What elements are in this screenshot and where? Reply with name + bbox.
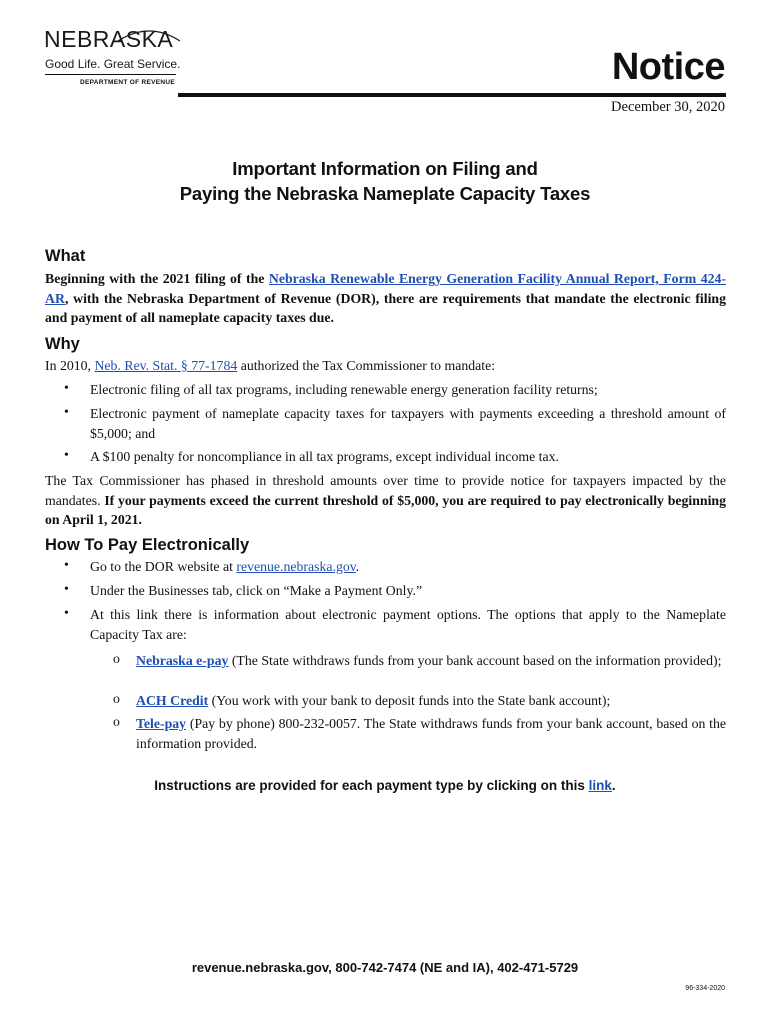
why-bullet-2: Electronic payment of nameplate capacity taxes for taxpayers with payments exceeding a threshold amount of $5,000; and [90,406,726,441]
header-rule [178,93,726,97]
notice-label: Notice [611,46,725,88]
form-424ar-link[interactable]: Nebraska Renewable Energy Generation Facility Annual Report, Form 424-AR [45,271,726,306]
logo-tagline: Good Life. Great Service. [45,57,181,71]
title-line-2: Paying the Nebraska Nameplate Capacity Taxes [179,183,591,204]
how-bullet-2: Under the Businesses tab, click on “Make a Payment Only.” [90,583,423,598]
tele-pay-link[interactable]: Tele-pay [136,716,187,731]
title-line-1: Important Information on Filing and [232,158,538,179]
logo-wordmark: NEBRASKA [44,26,174,52]
why-closing: The Tax Commissioner has phased in threshold amounts over time to provide notice for taxpayers impacted by the mandates. If your payments exceed the current threshold of $5,000, you are required to pay electronically beginning on April 1, 2021. [45,473,726,527]
footer-contact: revenue.nebraska.gov, 800-742-7474 (NE and IA), 402-471-5729 [191,960,579,975]
bullet-marker: • [64,557,69,572]
bullet-marker: • [64,605,69,620]
option-ach: ACH Credit (You work with your bank to deposit funds into the State bank account); [136,693,611,708]
option-epay: Nebraska e-pay (The State withdraws funds from your bank account based on the information provided); [136,653,722,668]
instructions-link[interactable]: link [588,778,612,793]
bullet-marker: • [64,380,69,395]
why-bullet-3: A $100 penalty for noncompliance in all tax programs, except individual income tax. [90,449,559,464]
dor-website-link[interactable]: revenue.nebraska.gov [236,559,356,574]
sub-bullet-marker: o [113,651,120,666]
why-bullet-1: Electronic filing of all tax programs, including renewable energy generation facility returns; [90,382,598,397]
sub-bullet-marker: o [113,714,120,729]
logo-arc-icon [116,25,182,45]
instructions-line: Instructions are provided for each payment type by clicking on this link. [154,778,616,793]
logo-department: DEPARTMENT OF REVENUE [80,79,176,86]
notice-date: December 30, 2020 [611,99,725,115]
ach-credit-link[interactable]: ACH Credit [136,693,209,708]
how-bullet-1: Go to the DOR website at revenue.nebraska.gov. [90,559,360,574]
page-title [0,156,770,206]
how-bullet-3: At this link there is information about electronic payment options. The options that apply to the Nameplate Capacity Tax are: [90,607,726,642]
what-paragraph: Beginning with the 2021 filing of the Nebraska Renewable Energy Generation Facility Annual Report, Form 424-AR, with the Nebraska Department of Revenue (DOR), there are requirements that mandate the electronic filing and payment of all nameplate capacity taxes due. [45,271,726,325]
option-telepay: Tele-pay (Pay by phone) 800-232-0057. The State withdraws funds from your bank account, based on the information provided. [136,716,726,751]
bullet-marker: • [64,447,69,462]
sub-bullet-marker: o [113,691,120,706]
statute-link[interactable]: Neb. Rev. Stat. § 77-1784 [94,358,238,373]
how-heading: How To Pay Electronically [45,536,250,554]
logo-divider [45,74,176,75]
what-heading: What [45,247,86,265]
nebraska-epay-link[interactable]: Nebraska e-pay [136,653,229,668]
why-heading: Why [45,335,80,353]
bullet-marker: • [64,581,69,596]
form-number: 96-334-2020 [685,985,725,992]
why-intro: In 2010, Neb. Rev. Stat. § 77-1784 authorized the Tax Commissioner to mandate: [45,358,496,373]
bullet-marker: • [64,404,69,419]
